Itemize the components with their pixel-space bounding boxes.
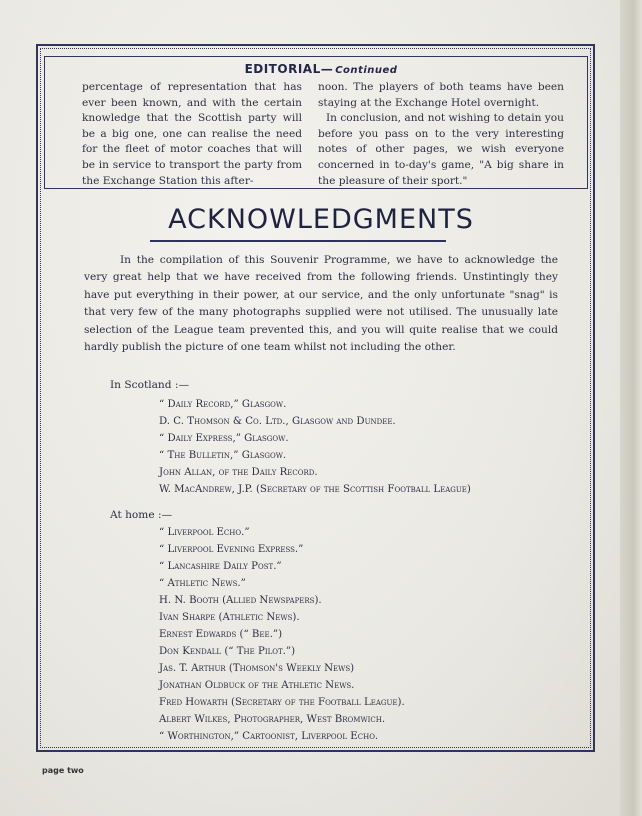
home-entry: Fred Howarth (Secretary of the Football League). bbox=[159, 697, 405, 708]
home-entry: “ Lancashire Daily Post.” bbox=[159, 561, 282, 572]
editorial-heading bbox=[0, 62, 642, 76]
home-entry: Ivan Sharpe (Athletic News). bbox=[159, 612, 300, 623]
home-entry: Jas. T. Arthur (Thomson's Weekly News) bbox=[159, 663, 355, 674]
home-entry: H. N. Booth (Allied Newspapers). bbox=[159, 595, 322, 606]
scotland-entry: John Allan, of the Daily Record. bbox=[159, 467, 318, 478]
scotland-entry: “ Daily Express,” Glasgow. bbox=[159, 433, 289, 444]
home-entry: “ Worthington,” Cartoonist, Liverpool Echo. bbox=[159, 731, 379, 742]
page-edge-shadow bbox=[620, 0, 642, 816]
scotland-entry: D. C. Thomson & Co. Ltd., Glasgow and Dundee. bbox=[159, 416, 396, 427]
home-entry: Albert Wilkes, Photographer, West Bromwich. bbox=[159, 714, 386, 725]
scotland-entry: “ The Bulletin,” Glasgow. bbox=[159, 450, 287, 461]
editorial-heading-text: EDITORIAL— bbox=[244, 62, 334, 76]
editorial-right-text-1: noon. The players of both teams have been staying at the Exchange Hotel overnight. bbox=[318, 81, 564, 109]
editorial-left-column bbox=[82, 80, 302, 189]
scotland-label: In Scotland :— bbox=[110, 379, 190, 391]
editorial-heading-suffix: Continued bbox=[335, 65, 398, 76]
editorial-right-text-2: In conclusion, and not wishing to detain you before you pass on to the very interesting notes of other pages, we wish everyone concerned in to-day's game, "A big share in the pleasure of their sport." bbox=[318, 112, 564, 187]
scotland-entry: W. MacAndrew, J.P. (Secretary of the Scottish Football League) bbox=[159, 484, 471, 495]
editorial-left-text: percentage of representation that has ever been known, and with the certain knowledge that the Scottish party will be a big one, one can realise the need for the fleet of motor coaches that will be in service to transport the party from the Exchange Station this after- bbox=[82, 81, 302, 187]
home-entry: “ Liverpool Echo.” bbox=[159, 527, 250, 538]
home-label: At home :— bbox=[110, 509, 173, 521]
scotland-entry: “ Daily Record,” Glasgow. bbox=[159, 399, 287, 410]
home-entry: “ Liverpool Evening Express.” bbox=[159, 544, 304, 555]
home-entry: Jonathan Oldbuck of the Athletic News. bbox=[159, 680, 355, 691]
acknowledgments-title: ACKNOWLEDGMENTS bbox=[168, 204, 474, 235]
editorial-right-column bbox=[318, 80, 564, 189]
home-entry: “ Athletic News.” bbox=[159, 578, 246, 589]
home-entry: Ernest Edwards (“ Bee.”) bbox=[159, 629, 283, 640]
title-underline bbox=[150, 240, 446, 242]
home-entry: Don Kendall (“ The Pilot.”) bbox=[159, 646, 296, 657]
acknowledgments-paragraph: In the compilation of this Souvenir Programme, we have to acknowledge the very great help that we have received from the following friends. Unstintingly they have put everything in their power, at our service, and the only unfortunate "snag" is that very few of the many photographs supplied were not utilised. The unusually late selection of the League team prevented this, and you will quite realise that we could hardly publish the picture of one team whilst not including the other. bbox=[84, 254, 558, 354]
page-number: page two bbox=[42, 766, 84, 775]
